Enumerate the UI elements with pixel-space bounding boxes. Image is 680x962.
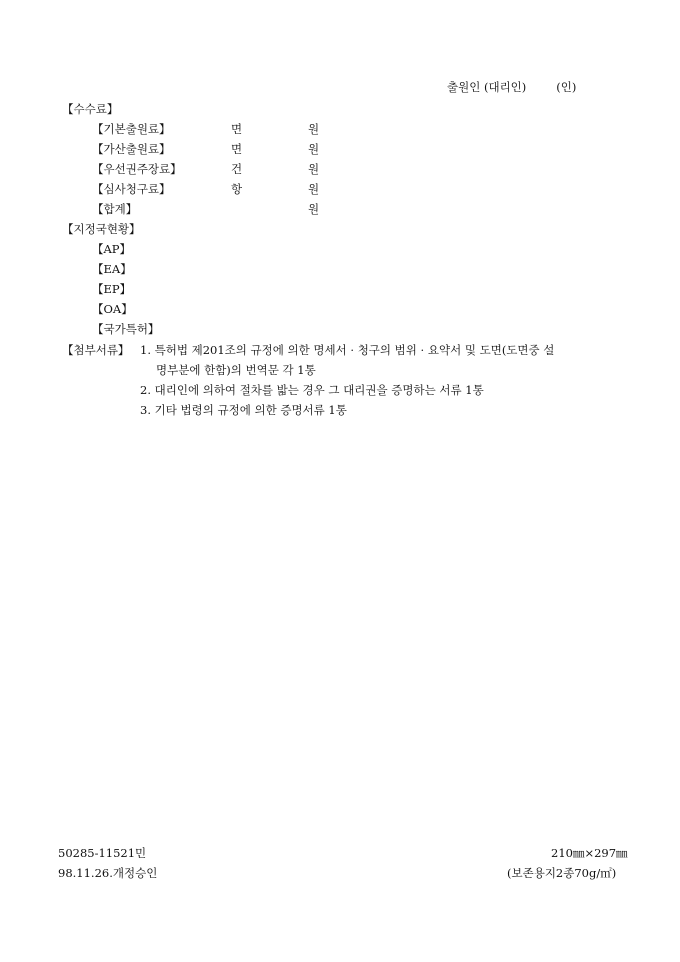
fee-priority-currency: 원 — [308, 162, 320, 176]
fee-total-label: 【합계】 — [92, 202, 138, 216]
designation-item-ep: 【EP】 — [92, 282, 132, 296]
fee-additional-label: 【가산출원료】 — [92, 142, 171, 156]
attachments-label: 【첨부서류】 — [62, 343, 130, 357]
seal-mark: (인) — [556, 80, 577, 94]
designation-section-title: 【지정국현황】 — [62, 222, 141, 236]
attachment-line-3: 3. 기타 법령의 규정에 의한 증명서류 1통 — [140, 403, 347, 417]
fee-additional-unit: 면 — [231, 142, 243, 156]
fee-priority-unit: 건 — [231, 162, 243, 176]
designation-item-national: 【국가특허】 — [92, 322, 160, 336]
approval-date: 98.11.26.개정승인 — [58, 866, 158, 880]
fee-examination-label: 【심사청구료】 — [92, 182, 171, 196]
paper-type: (보존용지2종70g/㎡) — [507, 866, 617, 880]
form-code: 50285-11521민 — [58, 846, 147, 860]
applicant-label: 출원인 (대리인) — [447, 80, 527, 94]
paper-size: 210㎜×297㎜ — [551, 846, 628, 860]
fee-additional-currency: 원 — [308, 142, 320, 156]
fee-total-currency: 원 — [308, 202, 320, 216]
designation-item-ap: 【AP】 — [92, 242, 132, 256]
fee-basic-currency: 원 — [308, 122, 320, 136]
attachment-line-2: 2. 대리인에 의하여 절차를 밟는 경우 그 대리권을 증명하는 서류 1통 — [140, 383, 484, 397]
fee-basic-unit: 면 — [231, 122, 243, 136]
applicant-signature-line — [447, 80, 576, 94]
fee-priority-label: 【우선권주장료】 — [92, 162, 182, 176]
fee-basic-label: 【기본출원료】 — [92, 122, 171, 136]
fee-examination-currency: 원 — [308, 182, 320, 196]
designation-item-oa: 【OA】 — [92, 302, 133, 316]
attachment-line-1: 1. 특허법 제201조의 규정에 의한 명세서 · 청구의 범위 · 요약서 및 도면(도면중 설 — [140, 343, 555, 357]
fees-section-title: 【수수료】 — [62, 102, 119, 116]
fee-examination-unit: 항 — [231, 182, 243, 196]
attachment-line-1-cont: 명부분에 한함)의 번역문 각 1통 — [156, 363, 316, 377]
designation-item-ea: 【EA】 — [92, 262, 132, 276]
